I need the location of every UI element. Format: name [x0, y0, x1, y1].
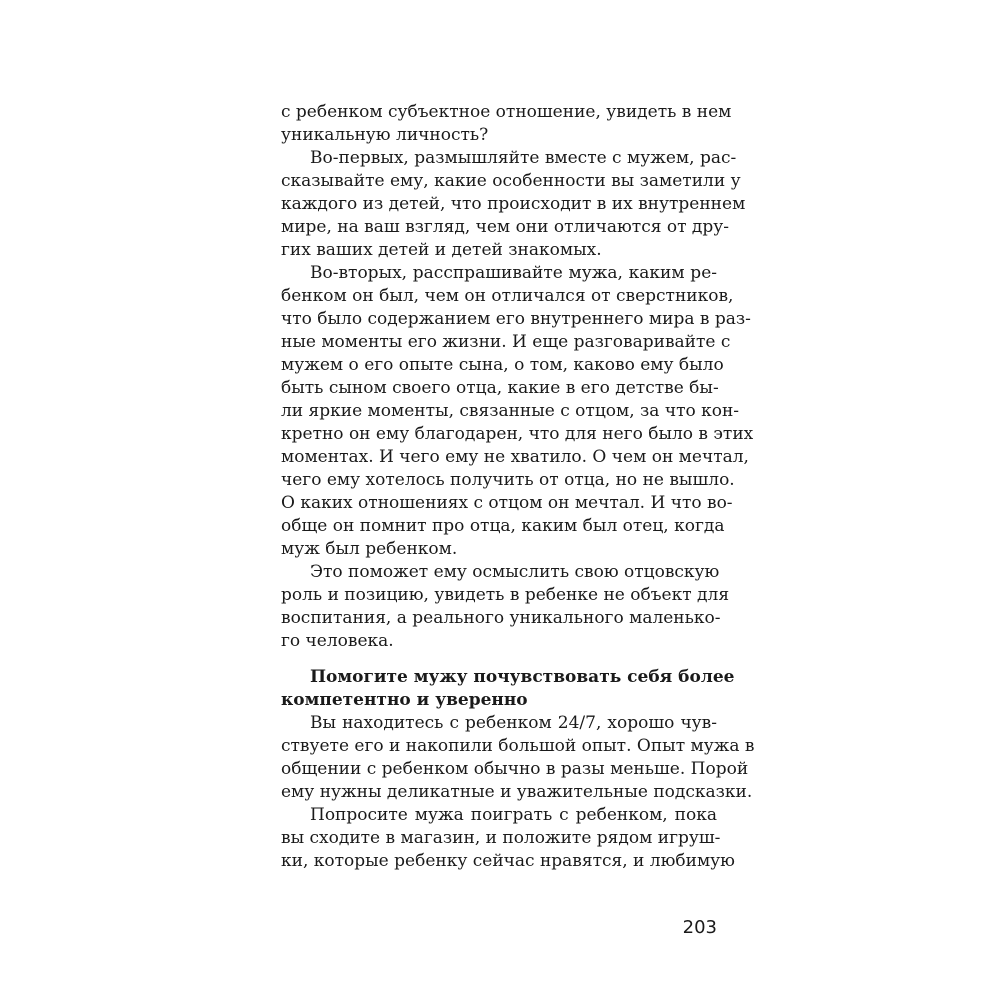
text-line: О каких отношениях с отцом он мечтал. И что во-: [281, 493, 733, 513]
text-line: уникальную личность?: [281, 125, 489, 145]
text-line: муж был ребенком.: [281, 539, 458, 559]
text-line: мужем о его опыте сына, о том, каково ему было: [281, 355, 724, 375]
paragraph: [281, 712, 755, 804]
heading-line: Помогите мужу почувствовать себя более: [310, 667, 735, 687]
text-line: чего ему хотелось получить от отца, но не вышло.: [281, 470, 735, 490]
paragraph: [281, 561, 730, 653]
section-heading: [281, 666, 735, 712]
text-line: обще он помнит про отца, каким был отец, когда: [281, 516, 725, 536]
text-line: Это поможет ему осмыслить свою отцовскую: [310, 562, 720, 582]
text-line: мире, на ваш взгляд, чем они отличаются от дру-: [281, 217, 730, 237]
text-line: сказывайте ему, какие особенности вы заметили у: [281, 171, 741, 191]
paragraph: [281, 262, 754, 561]
text-line: Попросите мужа поиграть с ребенком, пока: [310, 805, 717, 825]
body-text: [281, 101, 755, 873]
section-spacer: [281, 653, 717, 666]
text-line: Во-вторых, расспрашивайте мужа, каким ре-: [310, 263, 717, 283]
text-line: ему нужны деликатные и уважительные подсказки.: [281, 782, 753, 802]
text-line: воспитания, а реального уникального маленько-: [281, 608, 721, 628]
text-line: ли яркие моменты, связанные с отцом, за что кон-: [281, 401, 740, 421]
page-number: 203: [682, 917, 717, 938]
text-line: ные моменты его жизни. И еще разговаривайте с: [281, 332, 731, 352]
text-line: Вы находитесь с ребенком 24/7, хорошо чув-: [310, 713, 717, 733]
text-line: роль и позицию, увидеть в ребенке не объект для: [281, 585, 730, 605]
text-line: общении с ребенком обычно в разы меньше. Порой: [281, 759, 749, 779]
text-line: го человека.: [281, 631, 394, 651]
text-line: бенком он был, чем он отличался от сверстников,: [281, 286, 734, 306]
paragraph: [281, 101, 732, 147]
text-line: каждого из детей, что происходит в их внутреннем: [281, 194, 746, 214]
text-line: Во-первых, размышляйте вместе с мужем, рас-: [310, 148, 737, 168]
text-line: ствуете его и накопили большой опыт. Опыт мужа в: [281, 736, 755, 756]
text-line: с ребенком субъектное отношение, увидеть в нем: [281, 102, 732, 122]
text-line: моментах. И чего ему не хватило. О чем он мечтал,: [281, 447, 749, 467]
text-line: что было содержанием его внутреннего мира в раз-: [281, 309, 751, 329]
text-line: гих ваших детей и детей знакомых.: [281, 240, 602, 260]
paragraph: [281, 147, 746, 262]
text-line: ки, которые ребенку сейчас нравятся, и любимую: [281, 851, 735, 871]
text-line: кретно он ему благодарен, что для него было в этих: [281, 424, 754, 444]
text-line: вы сходите в магазин, и положите рядом игруш-: [281, 828, 721, 848]
paragraph: [281, 804, 735, 873]
text-line: быть сыном своего отца, какие в его детстве бы-: [281, 378, 719, 398]
heading-line: компетентно и уверенно: [281, 690, 528, 710]
